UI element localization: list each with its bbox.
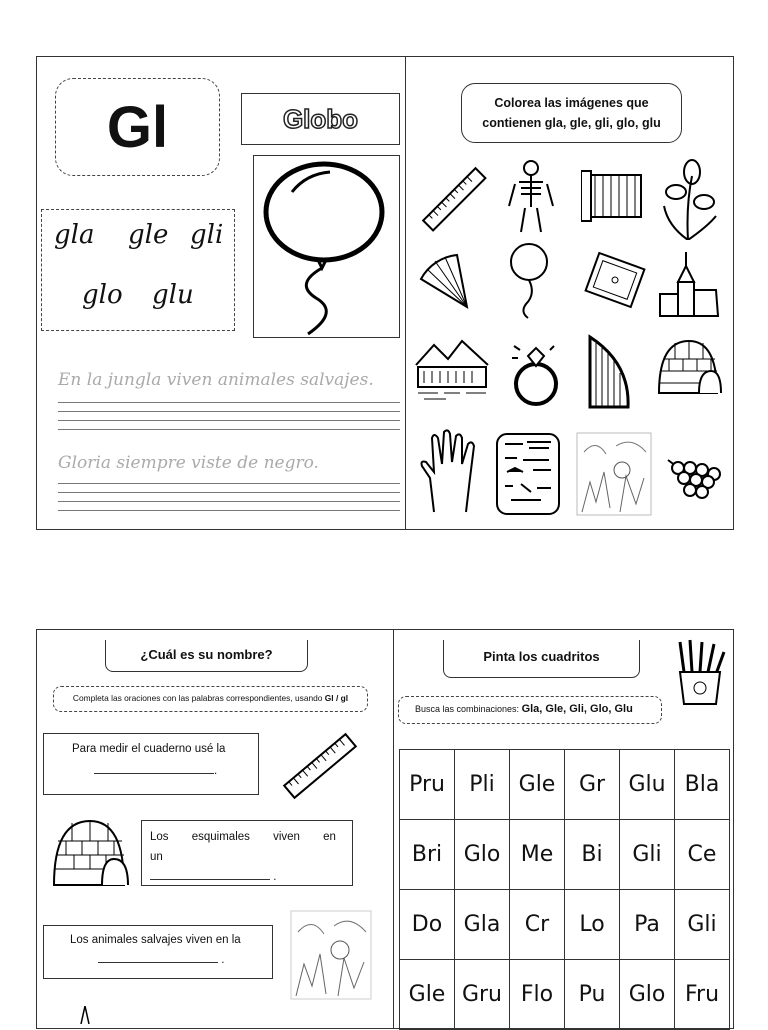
grid-cell[interactable]: Bri [400, 820, 455, 890]
ring-icon [506, 338, 564, 410]
word-box [241, 93, 400, 145]
grid-cell[interactable]: Flo [510, 960, 565, 1030]
syllable-gla: gla [54, 220, 95, 250]
ruler-icon-2 [280, 728, 360, 803]
grid-cell[interactable]: Cr [510, 890, 565, 960]
grid-cell[interactable]: Pu [565, 960, 620, 1030]
grid-cell[interactable]: Lo [565, 890, 620, 960]
ruler-icon [420, 160, 490, 240]
answer-blank-2[interactable] [150, 867, 270, 880]
igloo-icon-2 [50, 815, 130, 890]
grid-cell[interactable]: Glu [620, 750, 675, 820]
accordion-icon [580, 162, 648, 230]
instruction-line-2: contienen gla, gle, gli, glo, glu [482, 116, 661, 130]
partial-icon-bottom [80, 1006, 90, 1024]
syllable-glo: glo [82, 280, 123, 310]
grid-cell[interactable]: Glo [620, 960, 675, 1030]
title-box-2 [443, 640, 640, 678]
fan-icon [416, 248, 484, 316]
grid-cell[interactable]: Pru [400, 750, 455, 820]
search-label: Busca las combinaciones: [415, 704, 522, 714]
grid-row-1 [400, 750, 730, 820]
grid-cell[interactable]: Gr [565, 750, 620, 820]
grid-cell[interactable]: Do [400, 890, 455, 960]
syllable-gli: gli [190, 220, 224, 250]
grid-cell[interactable]: Pli [455, 750, 510, 820]
sentence-box-3: Los animales salvajes viven en la . [43, 925, 273, 979]
grid-cell[interactable]: Bi [565, 820, 620, 890]
grid-cell[interactable]: Glo [455, 820, 510, 890]
instruction-2: Completa las oraciones con las palabras correspondientes, usando [72, 693, 325, 703]
grid-cell[interactable]: Gli [675, 890, 730, 960]
writing-lines-1 [58, 402, 400, 430]
sentence-box-1: Para medir el cuaderno usé la . [43, 733, 259, 795]
writing-lines-2 [58, 483, 400, 511]
syllable-grid [399, 749, 730, 1030]
title-1: ¿Cuál es su nombre? [140, 647, 273, 662]
igloo-icon [655, 335, 723, 397]
instruction-box-2 [53, 686, 368, 712]
gladiolus-flower-icon [657, 155, 721, 240]
word-label: Globo [282, 103, 359, 134]
grid-cell[interactable]: Ce [675, 820, 730, 890]
balloon-picture-box [253, 155, 400, 338]
answer-blank-1[interactable] [94, 761, 214, 774]
glacier-landscape-icon [414, 335, 490, 405]
grid-row-2 [400, 820, 730, 890]
grid-cell[interactable]: Gru [455, 960, 510, 1030]
hand-icon [418, 428, 482, 514]
syllable-heading: Gl [106, 94, 169, 160]
rug-icon [580, 245, 650, 315]
grid-cell[interactable]: Bla [675, 750, 730, 820]
search-box [398, 696, 662, 724]
hieroglyph-tablet-icon [492, 430, 564, 518]
sentence-2: Gloria siempre viste de negro. [58, 453, 319, 473]
answer-blank-3[interactable] [98, 950, 218, 963]
pencil-cup-icon [672, 638, 728, 710]
balloon-small-icon [506, 240, 552, 320]
grid-cell[interactable]: Gla [455, 890, 510, 960]
syllable-glu: glu [152, 280, 194, 310]
jungle-picture-icon [576, 432, 652, 516]
skeleton-icon [500, 158, 562, 234]
sentence-1: Para medir el cuaderno usé la [72, 743, 226, 755]
jungle-picture-icon-2 [290, 910, 372, 1000]
syllable-box [55, 78, 220, 176]
grid-row-3 [400, 890, 730, 960]
grid-row-4 [400, 960, 730, 1030]
grid-cell[interactable]: Fru [675, 960, 730, 1030]
church-icon [656, 250, 722, 320]
syllables-box [41, 209, 235, 331]
grapes-icon [658, 450, 724, 500]
harp-icon [580, 333, 636, 413]
instruction-line-1: Colorea las imágenes que [494, 96, 649, 110]
search-bold: Gla, Gle, Gli, Glo, Glu [521, 703, 633, 715]
grid-cell[interactable]: Me [510, 820, 565, 890]
grid-cell[interactable]: Pa [620, 890, 675, 960]
sentence-1: En la jungla viven animales salvajes. [58, 370, 374, 390]
syllable-gle: gle [128, 220, 169, 250]
instruction-box [461, 83, 682, 143]
balloon-icon [254, 156, 399, 337]
title-2: Pinta los cuadritos [483, 649, 600, 664]
grid-cell[interactable]: Gle [400, 960, 455, 1030]
sentence-3: Los animales salvajes viven en la [70, 934, 241, 946]
grid-cell[interactable]: Gle [510, 750, 565, 820]
sentence-box-2: Los esquimales viven en un . [141, 820, 353, 886]
sentence-2: Los esquimales viven en un [150, 831, 336, 863]
title-box-1 [105, 640, 308, 672]
grid-cell[interactable]: Gli [620, 820, 675, 890]
instruction-2-bold: Gl / gl [324, 693, 349, 703]
